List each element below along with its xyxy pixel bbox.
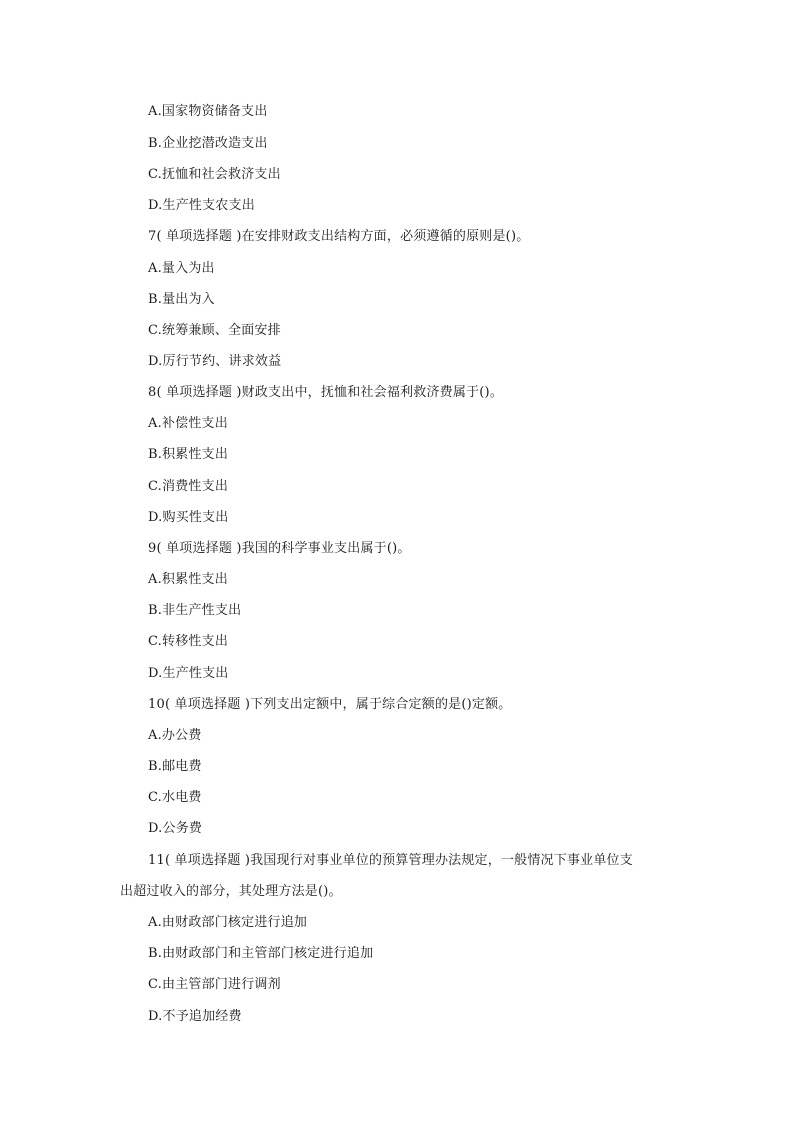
q10-option-c: C.水电费 bbox=[148, 790, 202, 805]
q7-stem: 7( 单项选择题 )在安排财政支出结构方面，必须遵循的原则是()。 bbox=[148, 229, 530, 244]
q9-option-a: A.积累性支出 bbox=[148, 572, 228, 587]
q11-stem-line1: 11( 单项选择题 )我国现行对事业单位的预算管理办法规定，一般情况下事业单位支 bbox=[148, 853, 633, 868]
q8-option-c: C.消费性支出 bbox=[148, 479, 229, 494]
q9-stem: 9( 单项选择题 )我国的科学事业支出属于()。 bbox=[148, 541, 411, 556]
q6-option-d: D.生产性支农支出 bbox=[148, 198, 255, 213]
q6-option-a: A.国家物资储备支出 bbox=[148, 104, 268, 119]
q11-option-c: C.由主管部门进行调剂 bbox=[148, 977, 281, 992]
q10-option-b: B.邮电费 bbox=[148, 759, 202, 774]
q8-option-a: A.补偿性支出 bbox=[148, 416, 228, 431]
q10-stem: 10( 单项选择题 )下列支出定额中，属于综合定额的是()定额。 bbox=[148, 697, 512, 712]
q7-option-d: D.厉行节约、讲求效益 bbox=[148, 354, 282, 369]
q11-stem-line2: 出超过收入的部分，其处理方法是()。 bbox=[120, 884, 342, 899]
q10-option-a: A.办公费 bbox=[148, 728, 202, 743]
q9-option-d: D.生产性支出 bbox=[148, 666, 229, 681]
q7-option-a: A.量入为出 bbox=[148, 261, 215, 276]
q11-option-b: B.由财政部门和主管部门核定进行追加 bbox=[148, 946, 374, 961]
q11-option-a: A.由财政部门核定进行追加 bbox=[148, 915, 308, 930]
q7-option-c: C.统筹兼顾、全面安排 bbox=[148, 323, 281, 338]
q7-option-b: B.量出为入 bbox=[148, 292, 215, 307]
q8-option-d: D.购买性支出 bbox=[148, 510, 229, 525]
q9-option-b: B.非生产性支出 bbox=[148, 603, 242, 618]
q8-option-b: B.积累性支出 bbox=[148, 447, 229, 462]
q8-stem: 8( 单项选择题 )财政支出中，抚恤和社会福利救济费属于()。 bbox=[148, 385, 504, 400]
q6-option-b: B.企业挖潜改造支出 bbox=[148, 136, 268, 151]
q6-option-c: C.抚恤和社会救济支出 bbox=[148, 167, 281, 182]
q11-option-d: D.不予追加经费 bbox=[148, 1009, 242, 1024]
q9-option-c: C.转移性支出 bbox=[148, 634, 229, 649]
q10-option-d: D.公务费 bbox=[148, 821, 203, 836]
